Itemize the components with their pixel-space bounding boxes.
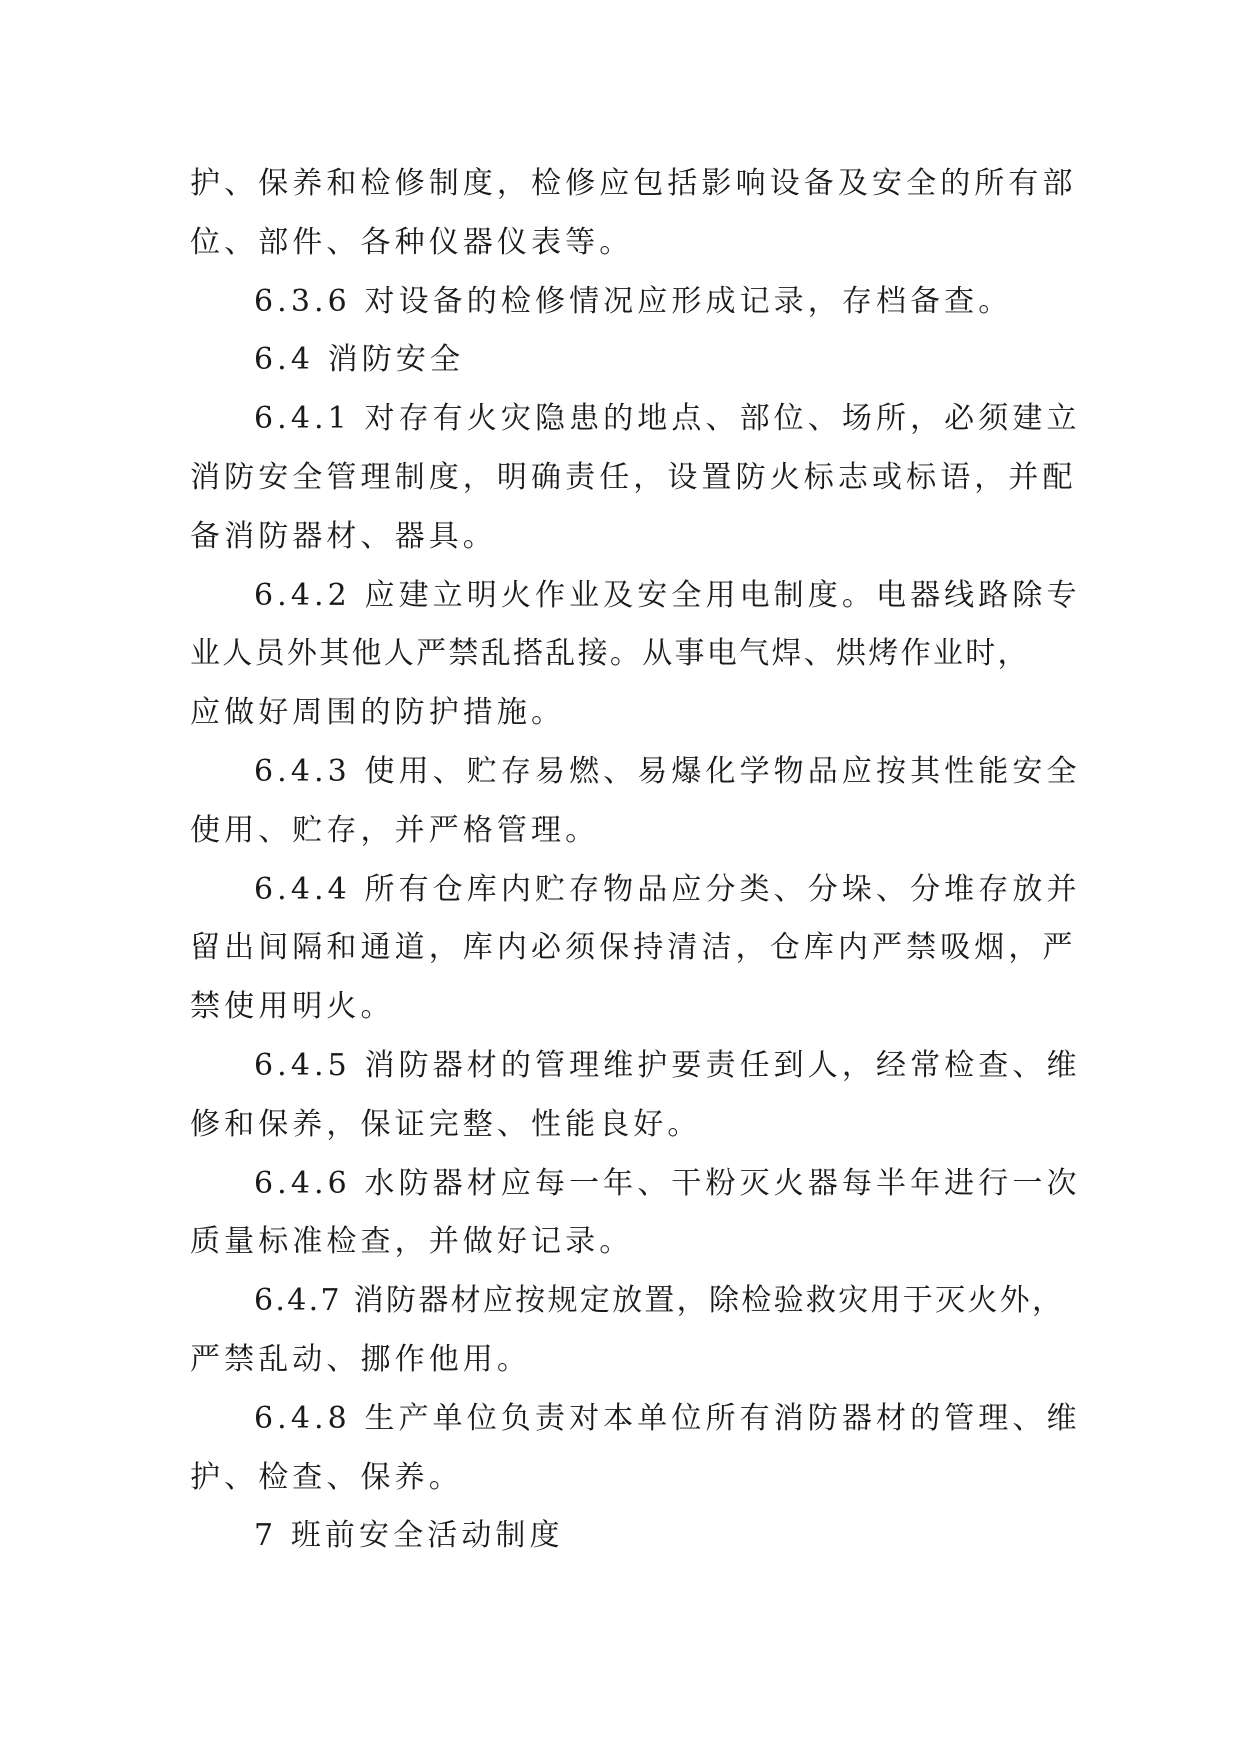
section-6-4-3: 6.4.3 使用、贮存易燃、易爆化学物品应按其性能安全 <box>254 753 1081 789</box>
text-line-2: 位、部件、各种仪器仪表等。 <box>190 224 634 260</box>
text-line-15: 禁使用明火。 <box>190 989 395 1025</box>
text-line-17: 修和保养，保证完整、性能良好。 <box>190 1106 702 1142</box>
section-6-3-6: 6.3.6 对设备的检修情况应形成记录，存档备查。 <box>254 283 1013 319</box>
section-heading-7: 7 班前安全活动制度 <box>254 1518 564 1554</box>
section-6-4-1: 6.4.1 对存有火灾隐患的地点、部位、场所，必须建立 <box>254 401 1081 437</box>
text-line-23: 护、检查、保养。 <box>190 1459 463 1495</box>
text-line-19: 质量标准检查，并做好记录。 <box>190 1224 634 1260</box>
text-line-1: 护、保养和检修制度，检修应包括影响设备及安全的所有部 <box>190 166 1077 201</box>
text-line-14: 留出间隔和通道，库内必须保持清洁，仓库内严禁吸烟，严 <box>190 930 1077 966</box>
section-heading-6-4: 6.4 消防安全 <box>254 342 465 378</box>
text-line-9: 业人员外其他人严禁乱搭乱接。从事电气焊、烘烤作业时， <box>190 636 1030 672</box>
section-6-4-4: 6.4.4 所有仓库内贮存物品应分类、分垛、分堆存放并 <box>254 871 1081 907</box>
text-line-21: 严禁乱动、挪作他用。 <box>190 1341 531 1377</box>
section-6-4-5: 6.4.5 消防器材的管理维护要责任到人，经常检查、维 <box>254 1047 1081 1083</box>
text-line-6: 消防安全管理制度，明确责任，设置防火标志或标语，并配 <box>190 459 1077 495</box>
section-6-4-6: 6.4.6 水防器材应每一年、干粉灭火器每半年进行一次 <box>254 1165 1081 1201</box>
section-6-4-2: 6.4.2 应建立明火作业及安全用电制度。电器线路除专 <box>254 577 1081 613</box>
document-page <box>190 155 1081 1566</box>
text-line-10: 应做好周围的防护措施。 <box>190 695 566 731</box>
section-6-4-8: 6.4.8 生产单位负责对本单位所有消防器材的管理、维 <box>254 1400 1081 1436</box>
text-line-12: 使用、贮存，并严格管理。 <box>190 812 600 848</box>
text-line-7: 备消防器材、器具。 <box>190 518 497 554</box>
section-6-4-7: 6.4.7 消防器材应按规定放置，除检验救灾用于灭火外， <box>254 1283 1065 1319</box>
